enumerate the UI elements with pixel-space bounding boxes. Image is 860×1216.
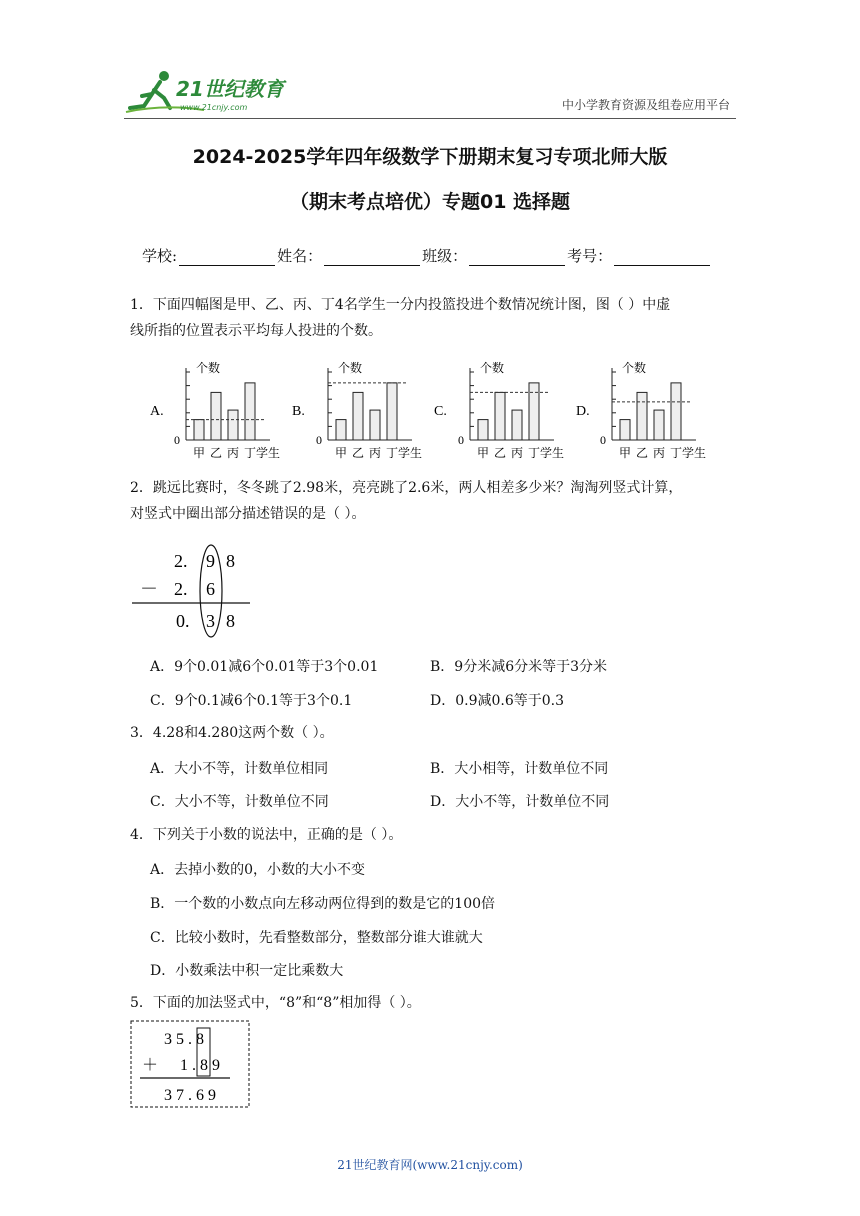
field-class [422, 245, 565, 266]
field-label: 学校: [142, 247, 178, 265]
question-2-line2: 对竖式中圈出部分描述错误的是（ ）。 [130, 506, 366, 522]
field-blank[interactable] [179, 250, 275, 266]
chart-category-label: 乙 [494, 446, 507, 460]
chart-y-label: 个数 [622, 361, 647, 375]
sub-row1-tenth: 9 [206, 551, 215, 571]
q2-option-c[interactable]: C．9个0.1减6个0.1等于3个0.1 [150, 693, 353, 709]
add-row3: 3 7 . 6 9 [164, 1087, 216, 1104]
logo [124, 68, 294, 116]
chart-bar [194, 420, 204, 440]
page-title-line1: 2024-2025学年四年级数学下册期末复习专项北师大版 [192, 146, 668, 168]
chart-category-label: 丙 [511, 446, 524, 460]
chart-x-label: 学生 [256, 446, 281, 460]
field-school [142, 245, 275, 266]
chart-zero-label: 0 [316, 433, 322, 447]
chart-option-letter: D. [576, 404, 590, 419]
chart-category-label: 丙 [369, 446, 382, 460]
sub-row1-int: 2. [174, 551, 188, 571]
sub-row2-int: 2. [174, 579, 188, 599]
sub-row2-tenth: 6 [206, 579, 215, 599]
chart-y-label: 个数 [196, 361, 221, 375]
question-1-charts [150, 360, 740, 470]
logo-text: 21世纪教育 [176, 77, 284, 101]
field-blank[interactable] [469, 250, 565, 266]
field-exam-number [567, 245, 710, 266]
q4-option-d[interactable]: D．小数乘法中积一定比乘数大 [150, 963, 344, 979]
chart-option-letter: A. [150, 404, 164, 419]
chart-bar [495, 392, 505, 440]
chart-category-label: 甲 [193, 446, 206, 460]
page-title-line2: （期末考点培优）专题01 选择题 [289, 191, 571, 213]
chart-bar [228, 410, 238, 440]
sub-row3-hundredth: 8 [226, 611, 235, 631]
chart-zero-label: 0 [600, 433, 606, 447]
chart-category-label: 丁 [386, 446, 399, 460]
question-1 [130, 292, 740, 344]
chart-category-label: 乙 [636, 446, 649, 460]
chart-category-label: 丁 [670, 446, 683, 460]
chart-x-label: 学生 [682, 446, 707, 460]
question-3: 3．4.28和4.280这两个数（ ）。 [130, 725, 334, 741]
chart-option-letter: B. [292, 404, 305, 419]
chart-category-label: 丁 [528, 446, 541, 460]
add-row1: 3 5 . 8 [164, 1031, 204, 1048]
question-2-line1: 2．跳远比赛时，冬冬跳了2.98米，亮亮跳了2.6米，两人相差多少米？淘淘列竖式计算， [130, 480, 683, 496]
q2-option-a[interactable]: A．9个0.01减6个0.01等于3个0.01 [150, 659, 379, 675]
q4-option-b[interactable]: B．一个数的小数点向左移动两位得到的数是它的100倍 [150, 896, 496, 912]
add-row2: 1 . 8 9 [180, 1057, 220, 1074]
minus-sign: － [140, 579, 158, 599]
chart-bar [370, 410, 380, 440]
chart-y-label: 个数 [338, 361, 363, 375]
chart-zero-label: 0 [458, 433, 464, 447]
field-label: 姓名： [277, 247, 323, 265]
question-5-vertical-addition [130, 1020, 252, 1110]
chart-option-letter: C. [434, 404, 447, 419]
chart-bar [529, 383, 539, 440]
q3-option-c[interactable]: C．大小不等，计数单位不同 [150, 794, 329, 810]
field-name [277, 245, 420, 266]
q4-option-a[interactable]: A．去掉小数的0，小数的大小不变 [150, 862, 366, 878]
plus-sign: ＋ [142, 1057, 159, 1074]
q3-option-b[interactable]: B．大小相等，计数单位不同 [430, 761, 609, 777]
chart-bar [637, 392, 647, 440]
chart-category-label: 甲 [335, 446, 348, 460]
chart-category-label: 丙 [227, 446, 240, 460]
sub-row3-tenth: 3 [206, 611, 215, 631]
chart-bar [512, 410, 522, 440]
footer-link[interactable]: 21世纪教育网(www.21cnjy.com) [337, 1158, 523, 1172]
chart-bar [245, 383, 255, 440]
question-2 [130, 475, 740, 527]
chart-bar [353, 392, 363, 440]
field-blank[interactable] [614, 250, 710, 266]
field-label: 班级： [422, 247, 468, 265]
logo-url: www.21cnjy.com [180, 103, 248, 112]
header-divider [124, 118, 736, 119]
chart-x-label: 学生 [540, 446, 565, 460]
q2-option-b[interactable]: B．9分米减6分米等于3分米 [430, 659, 608, 675]
chart-x-label: 学生 [398, 446, 423, 460]
sub-row1-hundredth: 8 [226, 551, 235, 571]
chart-zero-label: 0 [174, 433, 180, 447]
chart-bar [620, 420, 630, 440]
chart-category-label: 丁 [244, 446, 257, 460]
field-blank[interactable] [324, 250, 420, 266]
q2-option-d[interactable]: D．0.9减0.6等于0.3 [430, 693, 565, 709]
chart-bar [211, 392, 221, 440]
question-4: 4．下列关于小数的说法中，正确的是（ ）。 [130, 827, 403, 843]
chart-bar [387, 383, 397, 440]
student-info-fields [142, 245, 712, 266]
chart-bar [671, 383, 681, 440]
q4-option-c[interactable]: C．比较小数时，先看整数部分，整数部分谁大谁就大 [150, 930, 483, 946]
chart-category-label: 丙 [653, 446, 666, 460]
question-1-line1: 1．下面四幅图是甲、乙、丙、丁4名学生一分内投篮投进个数情况统计图，图（ ）中虚 [130, 297, 671, 313]
chart-category-label: 甲 [619, 446, 632, 460]
question-1-line2: 线所指的位置表示平均每人投进的个数。 [130, 323, 382, 339]
chart-y-label: 个数 [480, 361, 505, 375]
q3-option-d[interactable]: D．大小不等，计数单位不同 [430, 794, 610, 810]
sub-row3-int: 0. [176, 611, 190, 631]
q3-option-a[interactable]: A．大小不等，计数单位相同 [150, 761, 329, 777]
chart-bar [478, 420, 488, 440]
chart-category-label: 甲 [477, 446, 490, 460]
chart-category-label: 乙 [210, 446, 223, 460]
question-5: 5．下面的加法竖式中，“8”和“8”相加得（ ）。 [130, 995, 421, 1011]
chart-bar [654, 410, 664, 440]
field-label: 考号： [567, 247, 613, 265]
platform-label: 中小学教育资源及组卷应用平台 [561, 98, 730, 112]
chart-category-label: 乙 [352, 446, 365, 460]
question-2-vertical-subtraction [130, 543, 260, 638]
chart-bar [336, 420, 346, 440]
